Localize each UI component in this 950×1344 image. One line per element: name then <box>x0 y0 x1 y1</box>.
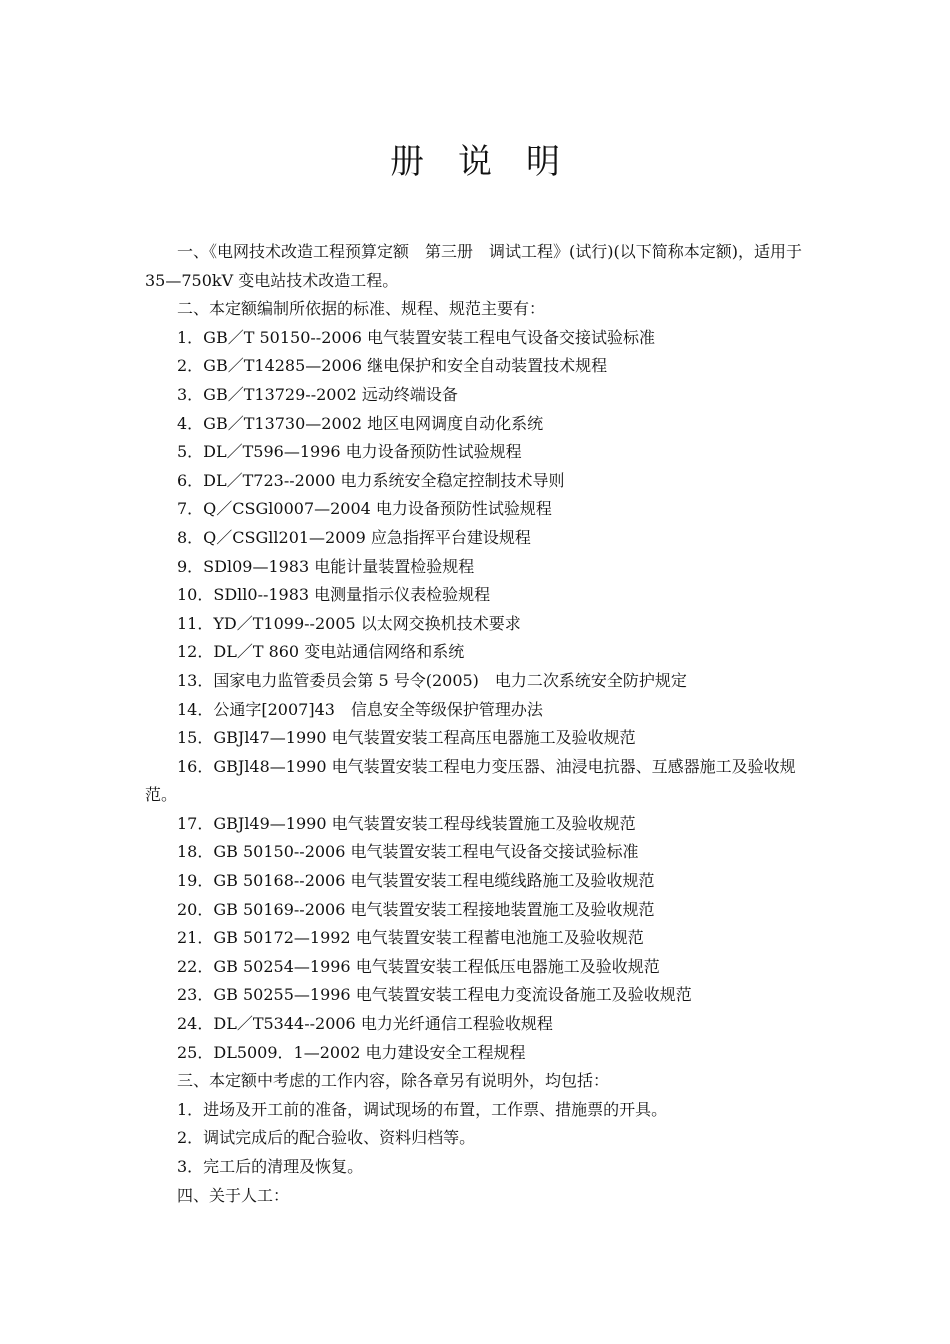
standard-item-17: 17．GBJl49—1990 电气装置安装工程母线装置施工及验收规范 <box>177 813 636 833</box>
paragraph-work-scope-heading: 三、本定额中考虑的工作内容，除各章另有说明外，均包括： <box>177 1071 610 1091</box>
work-item-1: 1．进场及开工前的准备，调试现场的布置，工作票、措施票的开具。 <box>177 1099 668 1119</box>
standard-item-12: 12．DL／T 860 变电站通信网络和系统 <box>177 642 465 662</box>
standard-item-22: 22．GB 50254—1996 电气装置安装工程低压电器施工及验收规范 <box>177 956 660 976</box>
standard-item-24: 24．DL／T5344--2006 电力光纤通信工程验收规程 <box>177 1014 553 1034</box>
paragraph-scope: 一、《电网技术改造工程预算定额 第三册 调试工程》(试行)(以下简称本定额)，适用于 35—750kV 变电站技术改造工程。 <box>145 242 808 290</box>
standard-item-8: 8．Q／CSGll201—2009 应急指挥平台建设规程 <box>177 527 531 547</box>
standard-item-1: 1．GB／T 50150--2006 电气装置安装工程电气设备交接试验标准 <box>177 327 655 347</box>
standard-item-11: 11．YD／T1099--2005 以太网交换机技术要求 <box>177 613 521 633</box>
standard-item-15: 15．GBJl47—1990 电气装置安装工程高压电器施工及验收规范 <box>177 728 636 748</box>
standard-item-6: 6．DL／T723--2000 电力系统安全稳定控制技术导则 <box>177 470 565 490</box>
standard-item-2: 2．GB／T14285—2006 继电保护和安全自动装置技术规程 <box>177 356 608 376</box>
standard-item-18: 18．GB 50150--2006 电气装置安装工程电气设备交接试验标准 <box>177 842 639 862</box>
standard-item-21: 21．GB 50172—1992 电气装置安装工程蓄电池施工及验收规范 <box>177 928 644 948</box>
standard-item-4: 4．GB／T13730—2002 地区电网调度自动化系统 <box>177 413 544 433</box>
document-title: 册 说 明 <box>390 142 560 182</box>
standard-item-5: 5．DL／T596—1996 电力设备预防性试验规程 <box>177 442 522 462</box>
paragraph-labor-heading: 四、关于人工： <box>177 1185 290 1205</box>
standard-item-16: 16．GBJl48—1990 电气装置安装工程电力变压器、油浸电抗器、互感器施工及验收规范。 <box>145 756 796 805</box>
standard-item-19: 19．GB 50168--2006 电气装置安装工程电缆线路施工及验收规范 <box>177 871 655 891</box>
standard-item-14: 14．公通字[2007]43 信息安全等级保护管理办法 <box>177 699 543 719</box>
work-item-3: 3．完工后的清理及恢复。 <box>177 1157 364 1176</box>
standard-item-13: 13．国家电力监管委员会第 5 号令(2005) 电力二次系统安全防护规定 <box>177 670 687 690</box>
standard-item-9: 9．SDl09—1983 电能计量装置检验规程 <box>177 556 475 576</box>
standard-item-25: 25．DL5009．1—2002 电力建设安全工程规程 <box>177 1042 526 1062</box>
standard-item-23: 23．GB 50255—1996 电气装置安装工程电力变流设备施工及验收规范 <box>177 985 692 1005</box>
document-body <box>145 238 813 1210</box>
standard-item-10: 10．SDll0--1983 电测量指示仪表检验规程 <box>177 585 491 605</box>
standard-item-3: 3．GB／T13729--2002 远动终端设备 <box>177 384 458 404</box>
standard-item-7: 7．Q／CSGl0007—2004 电力设备预防性试验规程 <box>177 499 552 519</box>
standard-item-20: 20．GB 50169--2006 电气装置安装工程接地装置施工及验收规范 <box>177 899 655 919</box>
paragraph-standards-heading: 二、本定额编制所依据的标准、规程、规范主要有： <box>177 299 546 319</box>
work-item-2: 2．调试完成后的配合验收、资料归档等。 <box>177 1128 476 1148</box>
